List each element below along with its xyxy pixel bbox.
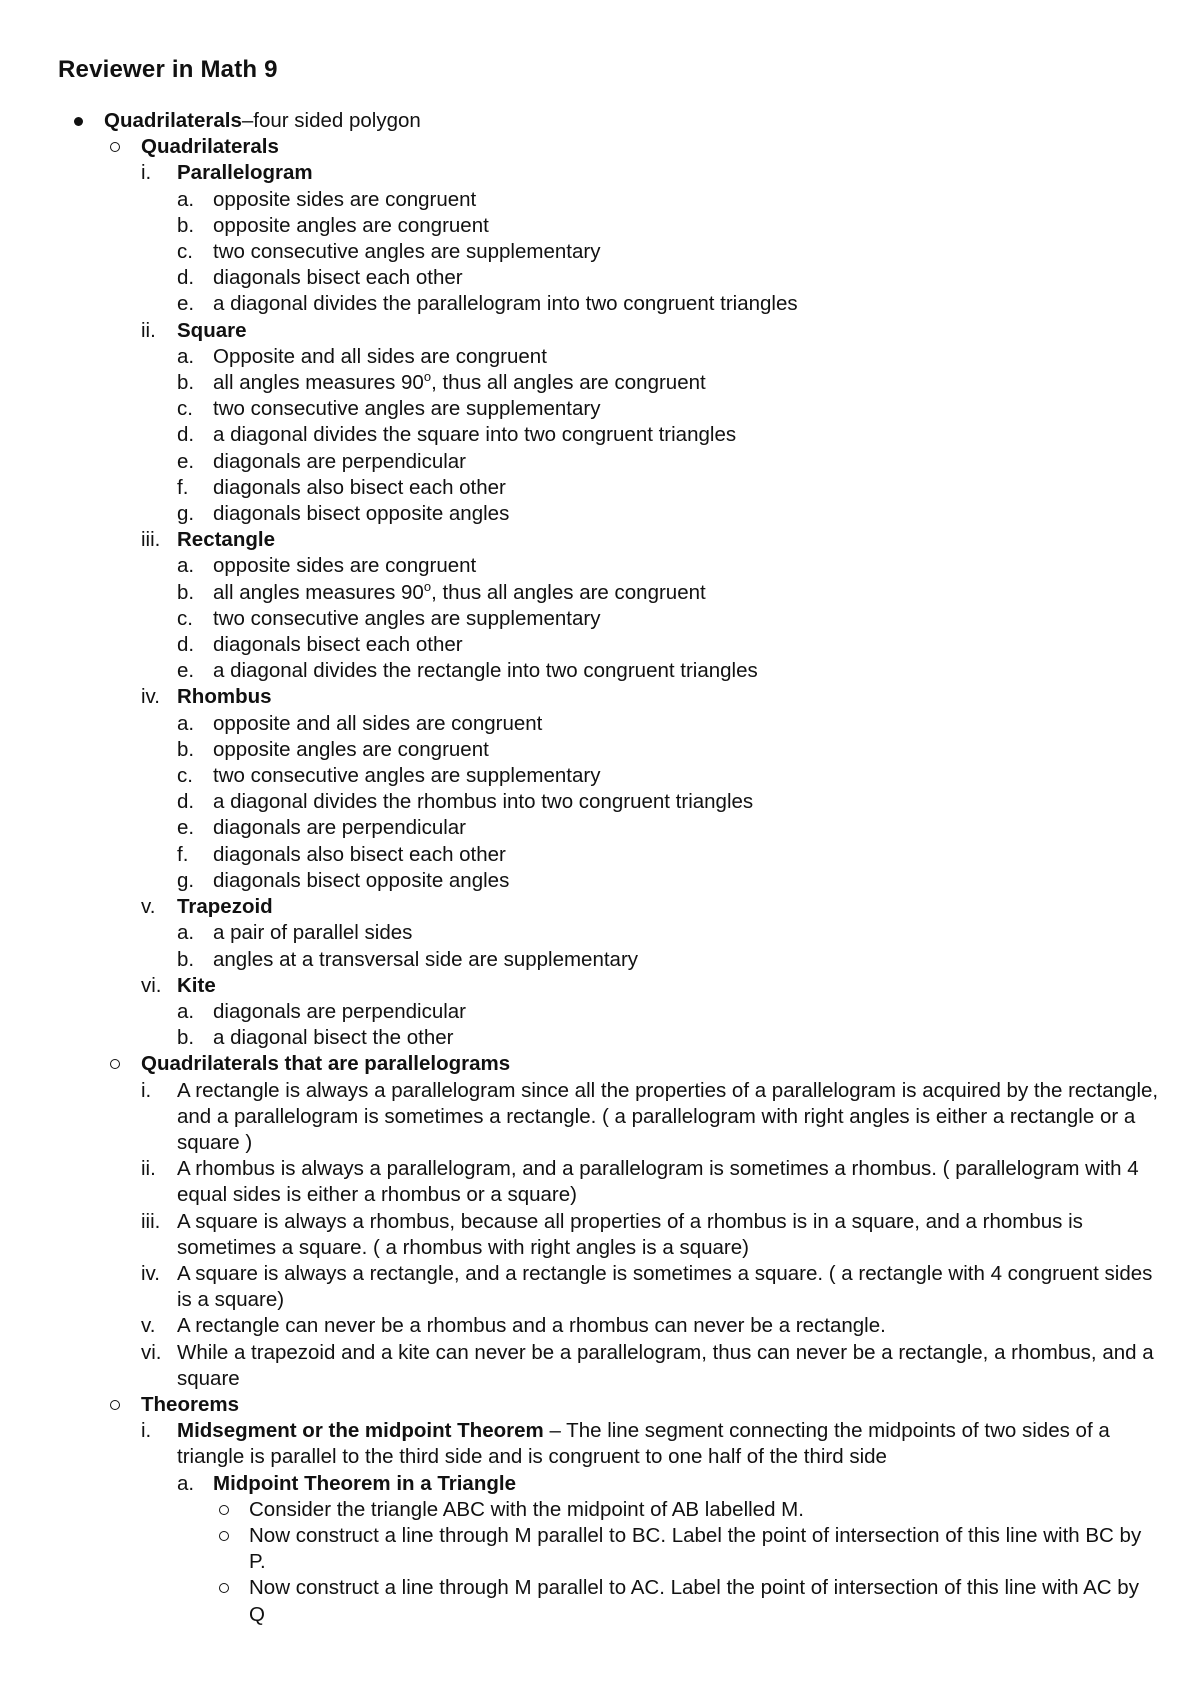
property-item (0, 213, 1200, 239)
statement-item (0, 1313, 1200, 1339)
shape-name: Rectangle (177, 528, 275, 552)
property-item (0, 422, 1200, 448)
statement-text: A rectangle is always a parallelogram since all the properties of a parallelogram is acquired by the rectangle, and a parallelogram is sometimes a rectangle. ( a parallelogram with right angles is either a rectangle or a square ) (177, 1078, 1159, 1154)
property-text: a diagonal divides the parallelogram into two congruent triangles (213, 292, 798, 316)
property-item (0, 632, 1200, 658)
property-item (0, 580, 1200, 606)
bullet-disc-icon (74, 117, 83, 126)
list-letter: d. (177, 423, 195, 447)
statement-item (0, 1340, 1200, 1392)
property-item (0, 1025, 1200, 1051)
property-item (0, 606, 1200, 632)
statement-item (0, 1156, 1200, 1208)
section-heading-parallelograms: Quadrilaterals that are parallelograms (0, 1051, 1200, 1077)
theorem-definition: – The line segment connecting the midpoints of two sides of a triangle is parallel to the third side and is congruent to one half of the third side (177, 1419, 1110, 1469)
property-text: diagonals also bisect each other (213, 842, 506, 866)
property-text: angles at a transversal side are supplementary (213, 947, 639, 971)
property-text-part: , thus all angles are congruent (431, 580, 706, 604)
property-item (0, 947, 1200, 973)
list-numeral: ii. (141, 318, 156, 342)
list-numeral: ii. (141, 1157, 156, 1181)
property-item (0, 501, 1200, 527)
property-text: opposite and all sides are congruent (213, 711, 543, 735)
bullet-circle-icon (219, 1583, 229, 1593)
list-numeral: vi. (141, 973, 162, 997)
list-numeral: v. (141, 1314, 156, 1338)
intro-term: Quadrilaterals (104, 109, 242, 132)
list-numeral: iv. (141, 1261, 160, 1285)
step-text: Now construct a line through M parallel to AC. Label the point of intersection of this line with AC by Q (249, 1576, 1139, 1626)
bullet-circle-icon (219, 1531, 229, 1541)
property-item (0, 370, 1200, 396)
property-text: diagonals are perpendicular (213, 449, 467, 473)
list-letter: d. (177, 790, 195, 814)
property-item (0, 265, 1200, 291)
property-text: diagonals bisect each other (213, 633, 463, 657)
subtheorem-name: Midpoint Theorem in a Triangle (213, 1471, 516, 1495)
property-text: a diagonal divides the rhombus into two congruent triangles (213, 790, 754, 814)
intro-definition: –four sided polygon (241, 109, 421, 132)
list-numeral: i. (141, 161, 152, 185)
property-text: diagonals bisect opposite angles (213, 868, 510, 892)
list-numeral: iii. (141, 528, 161, 552)
property-item (0, 789, 1200, 815)
list-letter: e. (177, 659, 195, 683)
shape-heading (0, 684, 1200, 710)
statement-text: A square is always a rhombus, because all properties of a rhombus is in a square, and a rhombus is sometimes a square. ( a rhombus with right angles is a square) (177, 1209, 1083, 1259)
shape-heading (0, 318, 1200, 344)
list-letter: d. (177, 633, 195, 657)
list-letter: a. (177, 711, 195, 735)
shapes-list (0, 160, 1200, 1051)
list-letter: c. (177, 397, 193, 421)
list-numeral: i. (141, 1078, 152, 1102)
step-item (0, 1497, 1200, 1523)
list-letter: b. (177, 737, 195, 761)
property-text: a diagonal bisect the other (213, 1026, 454, 1050)
property-item (0, 344, 1200, 370)
property-item (0, 999, 1200, 1025)
list-letter: a. (177, 187, 195, 211)
intro-item (0, 108, 1200, 134)
property-text: diagonals also bisect each other (213, 475, 506, 499)
list-numeral: v. (141, 895, 156, 919)
section-heading-theorems: Theorems (0, 1392, 1200, 1418)
property-text: a diagonal divides the rectangle into two congruent triangles (213, 659, 758, 683)
bullet-circle-icon (110, 1059, 120, 1069)
property-text: two consecutive angles are supplementary (213, 397, 601, 421)
property-item (0, 920, 1200, 946)
property-item (0, 711, 1200, 737)
property-text: opposite sides are congruent (213, 187, 477, 211)
shape-heading (0, 527, 1200, 553)
list-letter: a. (177, 554, 195, 578)
property-item (0, 449, 1200, 475)
list-letter: g. (177, 502, 195, 526)
list-numeral: iv. (141, 685, 160, 709)
property-text: a pair of parallel sides (213, 921, 413, 945)
statement-text: A square is always a rectangle, and a rectangle is sometimes a square. ( a rectangle with 4 congruent sides is a square) (177, 1261, 1153, 1312)
bullet-circle-icon (110, 1400, 120, 1410)
step-text: Consider the triangle ABC with the midpoint of AB labelled M. (249, 1497, 804, 1521)
list-letter: a. (177, 921, 195, 945)
shape-name: Square (177, 318, 247, 342)
bullet-circle-icon (219, 1505, 229, 1515)
list-letter: c. (177, 764, 193, 788)
list-letter: d. (177, 266, 195, 290)
shape-heading (0, 160, 1200, 186)
property-item (0, 737, 1200, 763)
step-item (0, 1575, 1200, 1627)
property-item (0, 868, 1200, 894)
list-letter: a. (177, 999, 195, 1023)
property-text: a diagonal divides the square into two congruent triangles (213, 423, 737, 447)
statement-item (0, 1078, 1200, 1157)
list-letter: f. (177, 475, 189, 499)
property-text-part: , thus all angles are congruent (431, 371, 706, 395)
list-letter: a. (177, 1471, 195, 1495)
property-text: two consecutive angles are supplementary (213, 764, 601, 788)
property-text: diagonals bisect each other (213, 266, 463, 290)
degree-superscript: o (423, 369, 432, 385)
property-text (213, 370, 1200, 396)
statement-text: While a trapezoid and a kite can never be a parallelogram, thus can never be a rectangle, a rhombus, and a square (177, 1340, 1154, 1390)
property-item (0, 396, 1200, 422)
list-letter: c. (177, 606, 193, 630)
statements-list (0, 1078, 1200, 1392)
property-item (0, 475, 1200, 501)
list-letter: f. (177, 842, 189, 866)
property-text: diagonals are perpendicular (213, 999, 467, 1023)
shape-name: Rhombus (177, 685, 272, 709)
list-letter: b. (177, 580, 195, 604)
list-letter: b. (177, 213, 195, 237)
property-text (213, 580, 1200, 606)
property-text: opposite angles are congruent (213, 213, 489, 237)
list-letter: c. (177, 240, 193, 264)
property-text: Opposite and all sides are congruent (213, 344, 547, 368)
outline (0, 108, 1200, 1628)
property-text: diagonals bisect opposite angles (213, 502, 510, 526)
theorem-subitem (0, 1471, 1200, 1497)
statement-text: A rhombus is always a parallelogram, and a parallelogram is sometimes a rhombus. ( parallelogram with 4 equal sides is either a rhombus or a square) (177, 1157, 1139, 1207)
list-letter: e. (177, 292, 195, 316)
shape-name: Parallelogram (177, 161, 313, 185)
property-item (0, 815, 1200, 841)
list-letter: b. (177, 371, 195, 395)
shape-name: Trapezoid (177, 895, 273, 919)
property-item (0, 239, 1200, 265)
statement-item (0, 1261, 1200, 1313)
property-item (0, 658, 1200, 684)
list-numeral: iii. (141, 1209, 161, 1233)
list-letter: b. (177, 1026, 195, 1050)
steps-list (0, 1497, 1200, 1628)
property-item (0, 763, 1200, 789)
statement-text: A rectangle can never be a rhombus and a rhombus can never be a rectangle. (177, 1314, 886, 1338)
property-item (0, 553, 1200, 579)
list-letter: b. (177, 947, 195, 971)
theorem-name: Midsegment or the midpoint Theorem (177, 1419, 544, 1443)
list-numeral: i. (141, 1419, 152, 1443)
list-numeral: vi. (141, 1340, 162, 1364)
property-text-part: all angles measures 90 (213, 371, 424, 395)
property-text: two consecutive angles are supplementary (213, 240, 601, 264)
list-letter: e. (177, 816, 195, 840)
shape-heading (0, 973, 1200, 999)
property-item (0, 842, 1200, 868)
list-letter: a. (177, 344, 195, 368)
property-text-part: all angles measures 90 (213, 580, 424, 604)
bullet-circle-icon (110, 142, 120, 152)
degree-superscript: o (423, 578, 432, 594)
property-text: diagonals are perpendicular (213, 816, 467, 840)
document-title: Reviewer in Math 9 (58, 56, 278, 83)
statement-item (0, 1209, 1200, 1261)
step-item (0, 1523, 1200, 1575)
property-item (0, 291, 1200, 317)
shape-name: Kite (177, 973, 216, 997)
property-text: opposite sides are congruent (213, 554, 477, 578)
property-text: opposite angles are congruent (213, 737, 489, 761)
property-text: two consecutive angles are supplementary (213, 606, 601, 630)
list-letter: g. (177, 868, 195, 892)
list-letter: e. (177, 449, 195, 473)
shape-heading (0, 894, 1200, 920)
section-heading-quadrilaterals: Quadrilaterals (0, 134, 1200, 160)
theorem-item (0, 1418, 1200, 1470)
step-text: Now construct a line through M parallel to BC. Label the point of intersection of this line with BC by P. (249, 1523, 1142, 1574)
property-item (0, 187, 1200, 213)
